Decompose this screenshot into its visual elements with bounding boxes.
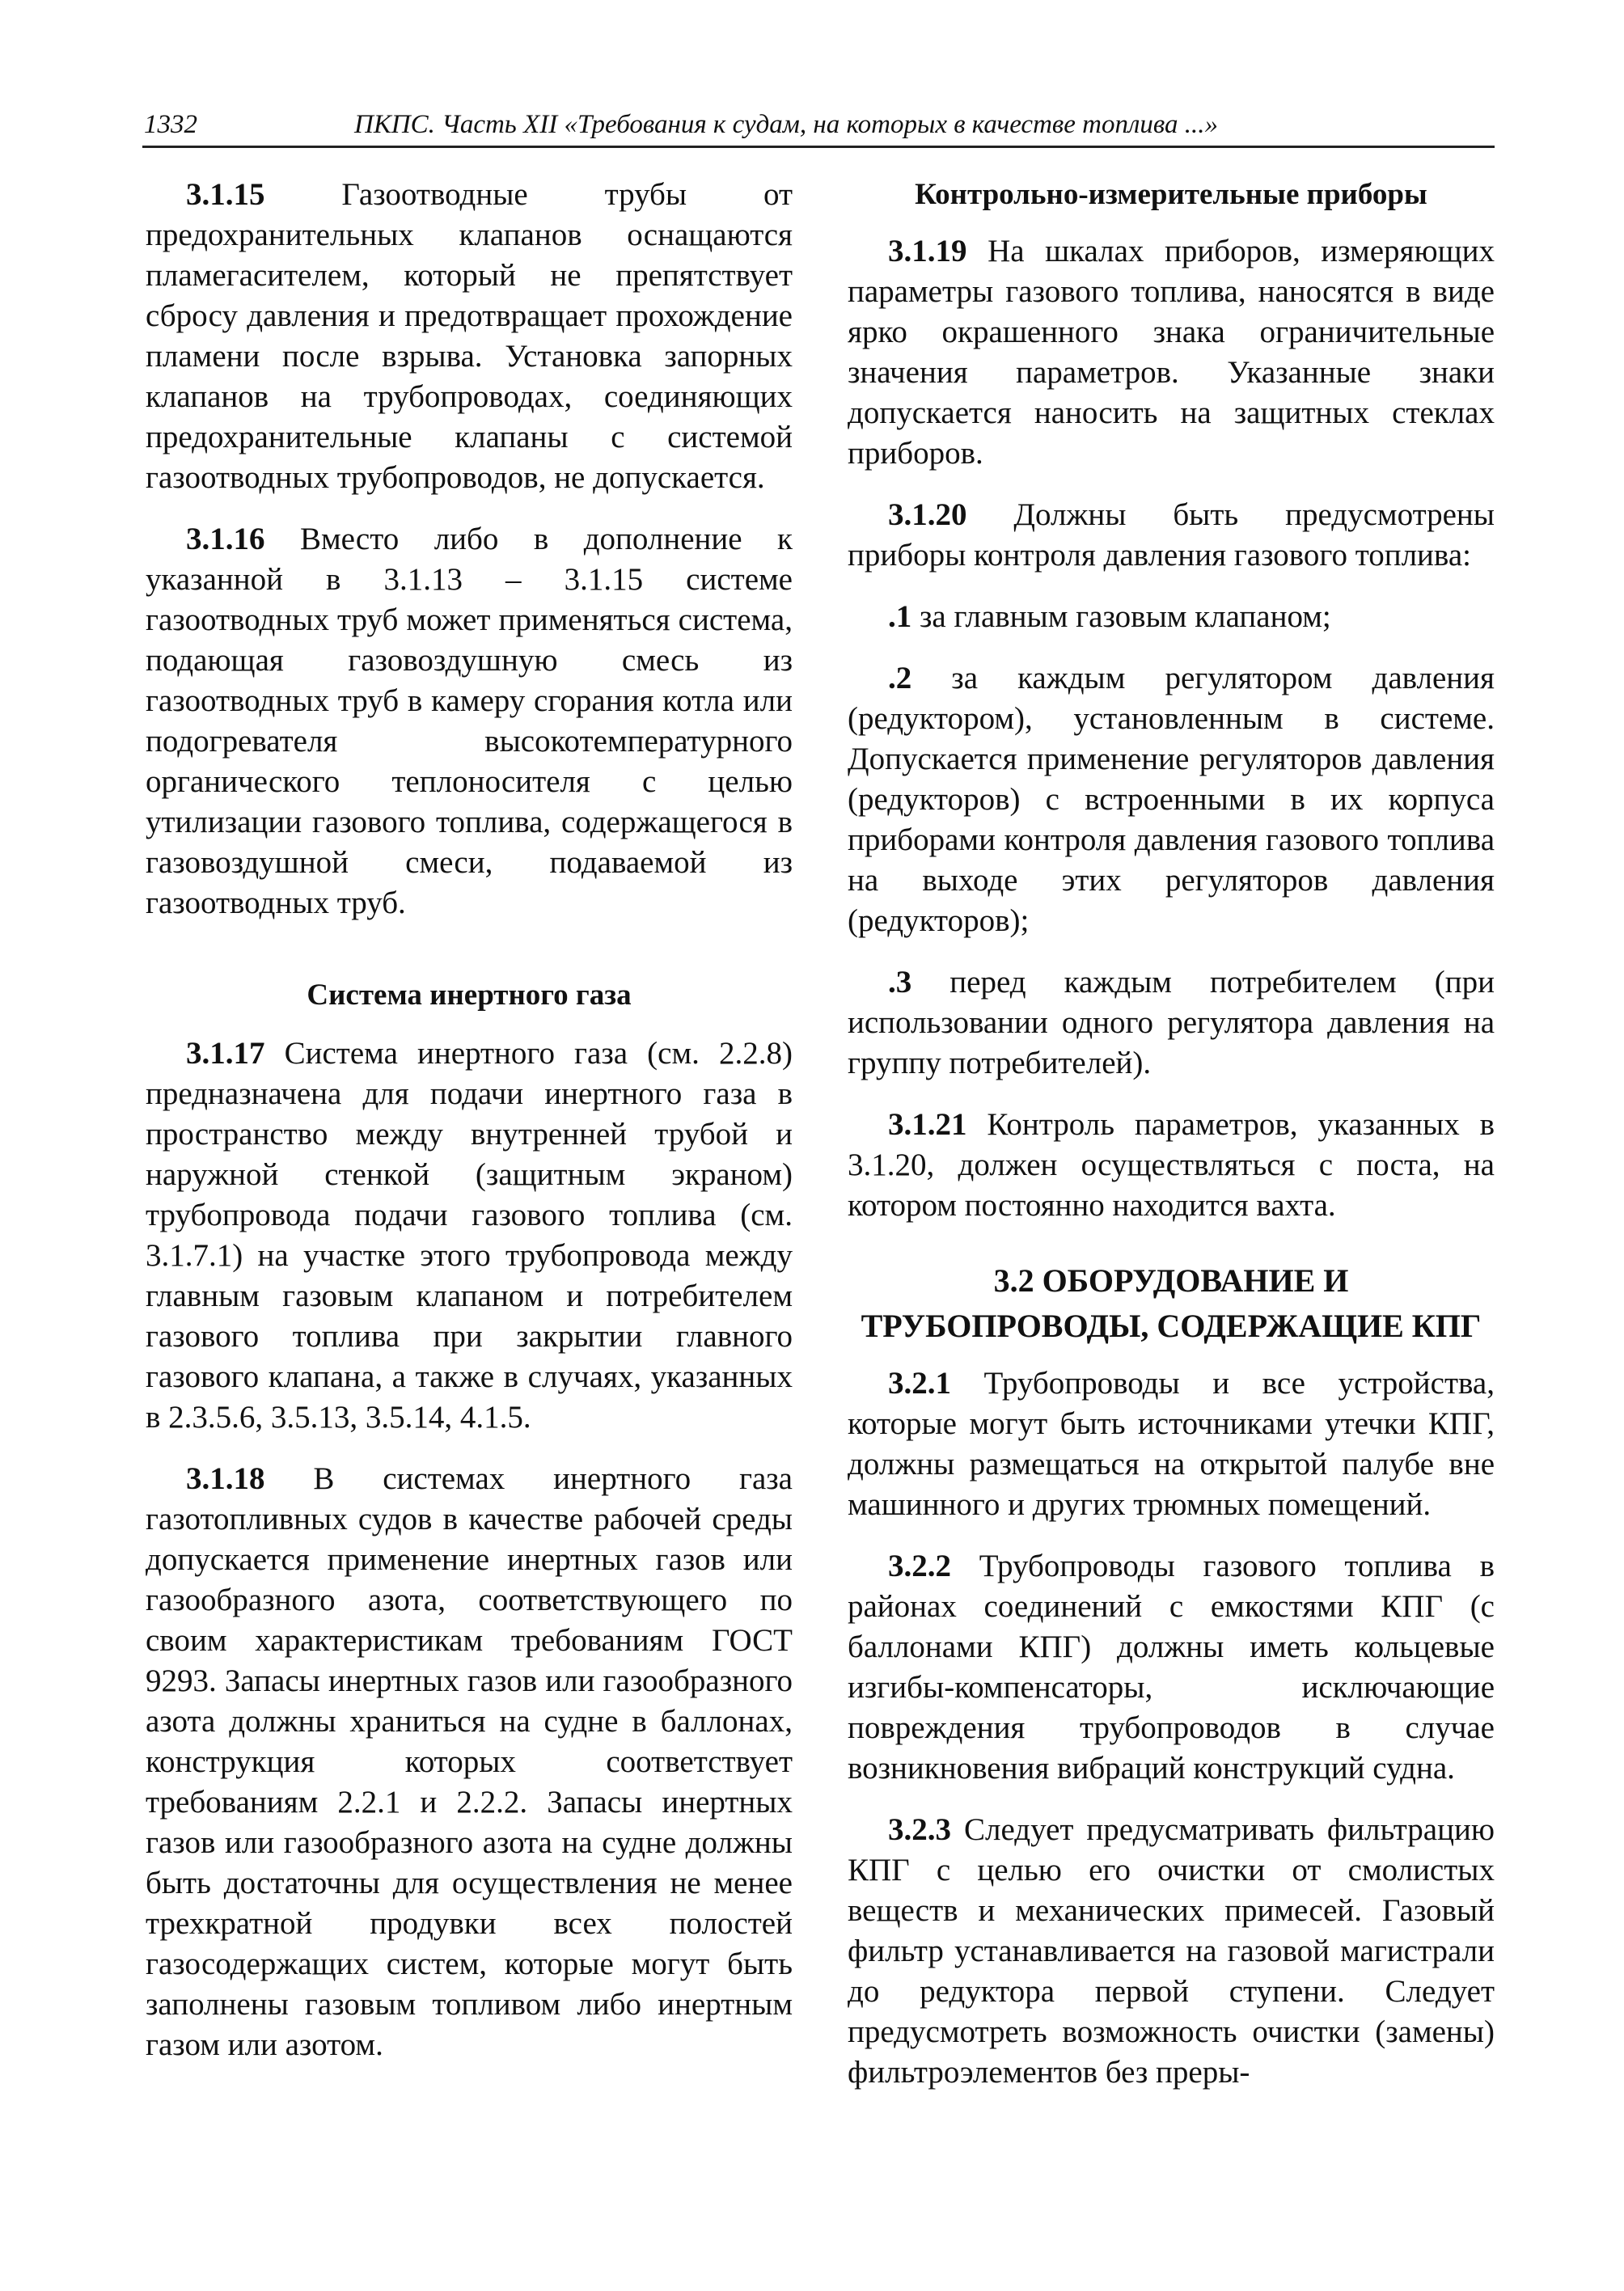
item-text: за главным газовым клапаном;	[911, 599, 1331, 634]
clause-text: Вместо либо в дополнение к указанной в 3.1.13 – 3.1.15 системе газоотводных труб может применяться система, подающая газовоздушную смесь из газоотводных труб в камеру сгорания котла или подогревателя высокотемпературного органического теплоносителя с целью утилизации газового топлива, содержащегося в газовоздушной смеси, подаваемой из газоотводных труб.	[146, 522, 793, 920]
clause-number: 3.1.17	[186, 1036, 265, 1071]
heading-inert-gas-system: Система инертного газа	[307, 979, 632, 1012]
clause-text: Трубопроводы газового топлива в районах соединений с емкостями КПГ (с баллонами КПГ) должны иметь кольцевые изгибы-компенсаторы, исключающие повреждения трубопроводов в случае возникновения вибраций конструкций судна.	[848, 1549, 1495, 1786]
paragraph-3-2-1	[848, 1363, 1495, 1525]
paragraph-3-1-21	[848, 1105, 1495, 1226]
section-title-line-2: ТРУБОПРОВОДЫ, СОДЕРЖАЩИЕ КПГ	[861, 1308, 1482, 1344]
section-title-3-2	[848, 1258, 1495, 1349]
clause-number: 3.2.3	[888, 1812, 951, 1847]
clause-text: Должны быть предусмотрены приборы контроля давления газового топлива:	[848, 497, 1495, 573]
clause-number: 3.2.1	[888, 1366, 951, 1401]
item-number: .1	[888, 599, 912, 634]
clause-text: В системах инертного газа газотопливных судов в качестве рабочей среды допускается применение инертных газов или газообразного азота, соответствующего по своим характеристикам требованиям ГОСТ 9293. Запасы инертных газов или газообразного азота должны храниться на судне в баллонах, конструкция которых соответствует требованиям 2.2.1 и 2.2.2. Запасы инертных газов или газообразного азота на судне должны быть достаточны для осуществления не менее трехкратной продувки всех полостей газосодержащих систем, которые могут быть заполнены газовым топливом либо инертным газом или азотом.	[146, 1461, 793, 2062]
right-column	[848, 175, 1495, 2114]
item-number: .2	[888, 661, 912, 695]
clause-text: Контроль параметров, указанных в 3.1.20, должен осуществляться с поста, на котором постоянно находится вахта.	[848, 1107, 1495, 1223]
heading-instruments: Контрольно-измерительные приборы	[915, 178, 1427, 211]
clause-text: Трубопроводы и все устройства, которые могут быть источниками утечки КПГ, должны размещаться на открытой палубе вне машинного и других трюмных помещений.	[848, 1366, 1495, 1522]
clause-number: 3.1.15	[186, 177, 265, 212]
paragraph-3-2-3	[848, 1810, 1495, 2093]
list-item-2	[848, 658, 1495, 941]
paragraph-3-1-18	[146, 1459, 793, 2065]
paragraph-3-1-15	[146, 175, 793, 498]
list-item-3	[848, 962, 1495, 1084]
left-column	[146, 175, 793, 2086]
clause-text: Газоотводные трубы от предохранительных клапанов оснащаются пламегасителем, который не препятствует сбросу давления и предотвращает прохождение пламени после взрыва. Установка запорных клапанов на трубопроводах, соединяющих предохранительные клапаны с системой газоотводных трубопроводов, не допускается.	[146, 177, 793, 495]
clause-number: 3.1.20	[888, 497, 967, 532]
paragraph-3-2-2	[848, 1546, 1495, 1789]
running-title: ПКПС. Часть XII «Требования к судам, на которых в качестве топлива ...»	[354, 110, 1218, 139]
clause-number: 3.1.21	[888, 1107, 967, 1142]
list-item-1	[848, 597, 1495, 637]
item-number: .3	[888, 965, 912, 1000]
clause-number: 3.2.2	[888, 1549, 951, 1583]
item-text: за каждым регулятором давления (редуктором), установленным в системе. Допускается применение регуляторов давления (редукторов) с встроенными в их корпуса приборами контроля давления газового топлива на выходе этих регуляторов давления (редукторов);	[848, 661, 1495, 938]
item-text: перед каждым потребителем (при использовании одного регулятора давления на группу потребителей).	[848, 965, 1495, 1080]
clause-number: 3.1.19	[888, 234, 967, 268]
paragraph-3-1-20	[848, 495, 1495, 576]
clause-text: На шкалах приборов, измеряющих параметры газового топлива, наносятся в виде ярко окрашенного знака ограничительные значения параметров. Указанные знаки допускается наносить на защитных стеклах приборов.	[848, 234, 1495, 471]
running-header	[142, 108, 1495, 148]
paragraph-3-1-19	[848, 231, 1495, 474]
clause-number: 3.1.16	[186, 522, 265, 556]
page-number: 1332	[144, 110, 197, 139]
clause-text: Следует предусматривать фильтрацию КПГ с целью его очистки от смолистых веществ и механических примесей. Газовый фильтр устанавливается на газовой магистрали до редуктора первой ступени. Следует предусмотреть возможность очистки (замены) фильтроэлементов без преры-	[848, 1812, 1495, 2090]
section-title-line-1: 3.2 ОБОРУДОВАНИЕ И	[993, 1262, 1349, 1299]
paragraph-3-1-17	[146, 1033, 793, 1438]
paragraph-3-1-16	[146, 519, 793, 924]
clause-text: Система инертного газа (см. 2.2.8) предназначена для подачи инертного газа в пространство между внутренней трубой и наружной стенкой (защитным экраном) трубопровода подачи газового топлива (см. 3.1.7.1) на участке этого трубопровода между главным газовым клапаном и потребителем газового топлива при закрытии главного газового клапана, а также в случаях, указанных в 2.3.5.6, 3.5.13, 3.5.14, 4.1.5.	[146, 1036, 793, 1435]
clause-number: 3.1.18	[186, 1461, 265, 1496]
